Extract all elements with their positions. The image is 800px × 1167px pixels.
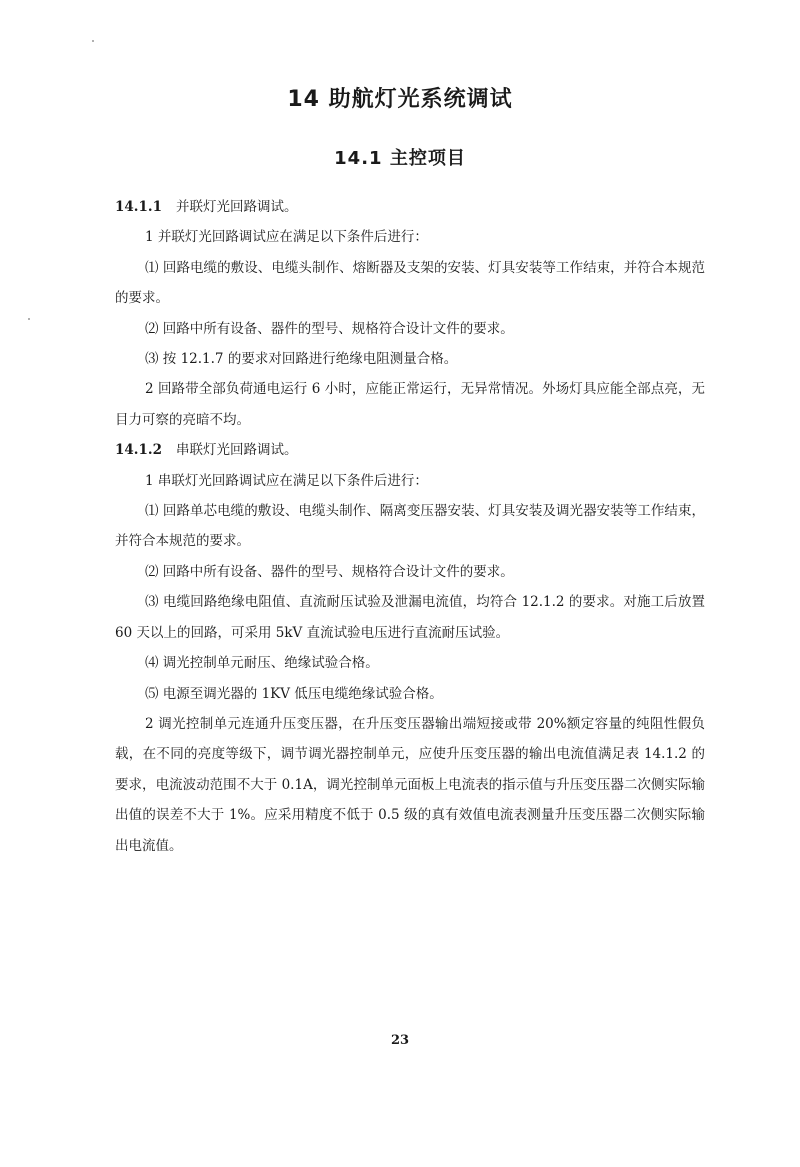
paragraph: ⑶ 按 12.1.7 的要求对回路进行绝缘电阻测量合格。 bbox=[145, 351, 458, 368]
chapter-title: 14 助航灯光系统调试 bbox=[287, 87, 513, 112]
clause-number: 14.1.2 bbox=[115, 442, 162, 459]
paragraph: ⑷ 调光控制单元耐压、绝缘试验合格。 bbox=[145, 655, 379, 672]
paragraph: ⑶ 电缆回路绝缘电阻值、直流耐压试验及泄漏电流值，均符合 12.1.2 的要求。对施工后放置 60 天以上的回路，可采用 5kV 直流试验电压进行直流耐压试验。 bbox=[115, 594, 705, 641]
paragraph: 1 并联灯光回路调试应在满足以下条件后进行： bbox=[145, 229, 428, 246]
clause-number: 14.1.1 bbox=[115, 199, 162, 215]
scan-speck bbox=[92, 40, 94, 42]
paragraph: ⑵ 回路中所有设备、器件的型号、规格符合设计文件的要求。 bbox=[145, 563, 514, 580]
clause-heading bbox=[115, 435, 705, 465]
paragraph: ⑸ 电源至调光器的 1KV 低压电缆绝缘试验合格。 bbox=[145, 685, 443, 702]
paragraph: ⑵ 回路中所有设备、器件的型号、规格符合设计文件的要求。 bbox=[145, 320, 514, 337]
scan-speck bbox=[28, 318, 30, 320]
section-title: 14.1 主控项目 bbox=[334, 148, 466, 169]
paragraph: ⑴ 回路电缆的敷设、电缆头制作、熔断器及支架的安装、灯具安装等工作结束，并符合本规范的要求。 bbox=[115, 259, 705, 307]
paragraph: ⑴ 回路单芯电缆的敷设、电缆头制作、隔离变压器安装、灯具安装及调光器安装等工作结束，并符合本规范的要求。 bbox=[115, 503, 705, 550]
clause-title: 并联灯光回路调试。 bbox=[175, 199, 298, 215]
clause-heading bbox=[115, 192, 705, 222]
clause-title: 串联灯光回路调试。 bbox=[175, 442, 298, 459]
document-body bbox=[115, 192, 705, 861]
paragraph: 2 回路带全部负荷通电运行 6 小时，应能正常运行，无异常情况。外场灯具应能全部点亮，无目力可察的亮暗不均。 bbox=[115, 381, 705, 428]
paragraph: 1 串联灯光回路调试应在满足以下条件后进行： bbox=[145, 472, 428, 489]
page-number: 23 bbox=[390, 1033, 410, 1048]
paragraph: 2 调光控制单元连通升压变压器，在升压变压器输出端短接或带 20%额定容量的纯阻性假负载，在不同的亮度等级下，调节调光器控制单元，应使升压变压器的输出电流值满足表 14.1.2 的要求，电流波动范围不大于 0.1A，调光控制单元面板上电流表的指示值与升压变压器二次侧实际输出值的误差不大于 1%。应采用精度不低于 0.5 级的真有效值电流表测量升压变压器二次侧实际输出电流值。 bbox=[115, 715, 705, 854]
